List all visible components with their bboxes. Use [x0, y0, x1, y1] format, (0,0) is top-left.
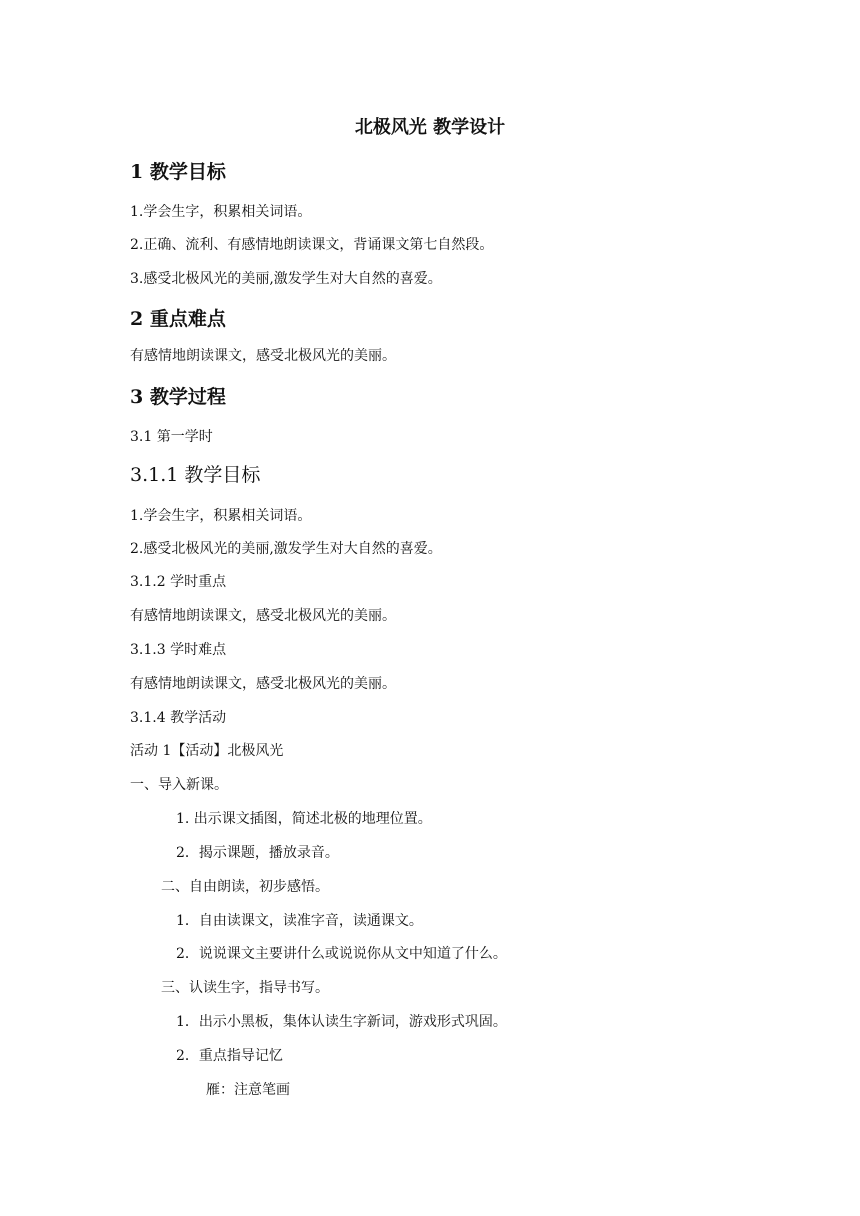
first-lesson-label: 3.1 第一学时 — [130, 429, 213, 445]
step-item: 1．出示小黑板，集体认读生字新词，游戏形式巩固。 — [176, 1014, 507, 1030]
key-points-text: 有感情地朗读课文，感受北极风光的美丽。 — [130, 348, 396, 364]
section-heading-process: 3 教学过程 — [130, 386, 226, 408]
step-item: 1. 出示课文插图，简述北极的地理位置。 — [176, 811, 432, 827]
step-item: 2．重点指导记忆 — [176, 1048, 283, 1064]
subsection-heading-objectives: 3.1.1 教学目标 — [130, 464, 261, 486]
lesson-objective-item: 2.感受北极风光的美丽,激发学生对大自然的喜爱。 — [130, 541, 442, 557]
objective-item: 2.正确、流利、有感情地朗读课文，背诵课文第七自然段。 — [130, 237, 494, 253]
subsection-heading-difficulty: 3.1.3 学时难点 — [130, 642, 227, 658]
key-point-text: 有感情地朗读课文，感受北极风光的美丽。 — [130, 608, 396, 624]
step-item: 1．自由读课文，读准字音，读通课文。 — [176, 913, 423, 929]
document-title: 北极风光 教学设计 — [354, 117, 506, 138]
difficulty-text: 有感情地朗读课文，感受北极风光的美丽。 — [130, 676, 396, 692]
step-note: 雁：注意笔画 — [206, 1082, 290, 1098]
subsection-heading-activities: 3.1.4 教学活动 — [130, 710, 227, 726]
objective-item: 3.感受北极风光的美丽,激发学生对大自然的喜爱。 — [130, 271, 442, 287]
subsection-heading-key-point: 3.1.2 学时重点 — [130, 574, 227, 590]
objective-item: 1.学会生字，积累相关词语。 — [130, 204, 312, 220]
step-heading: 二、自由朗读，初步感悟。 — [161, 879, 329, 895]
step-item: 2．揭示课题，播放录音。 — [176, 845, 339, 861]
step-heading: 三、认读生字，指导书写。 — [161, 980, 329, 996]
section-heading-key-points: 2 重点难点 — [130, 308, 226, 330]
step-item: 2．说说课文主要讲什么或说说你从文中知道了什么。 — [176, 946, 507, 962]
activity-title: 活动 1【活动】北极风光 — [130, 743, 284, 759]
step-heading: 一、导入新课。 — [130, 777, 228, 793]
lesson-objective-item: 1.学会生字，积累相关词语。 — [130, 508, 312, 524]
section-heading-objectives: 1 教学目标 — [130, 161, 226, 183]
